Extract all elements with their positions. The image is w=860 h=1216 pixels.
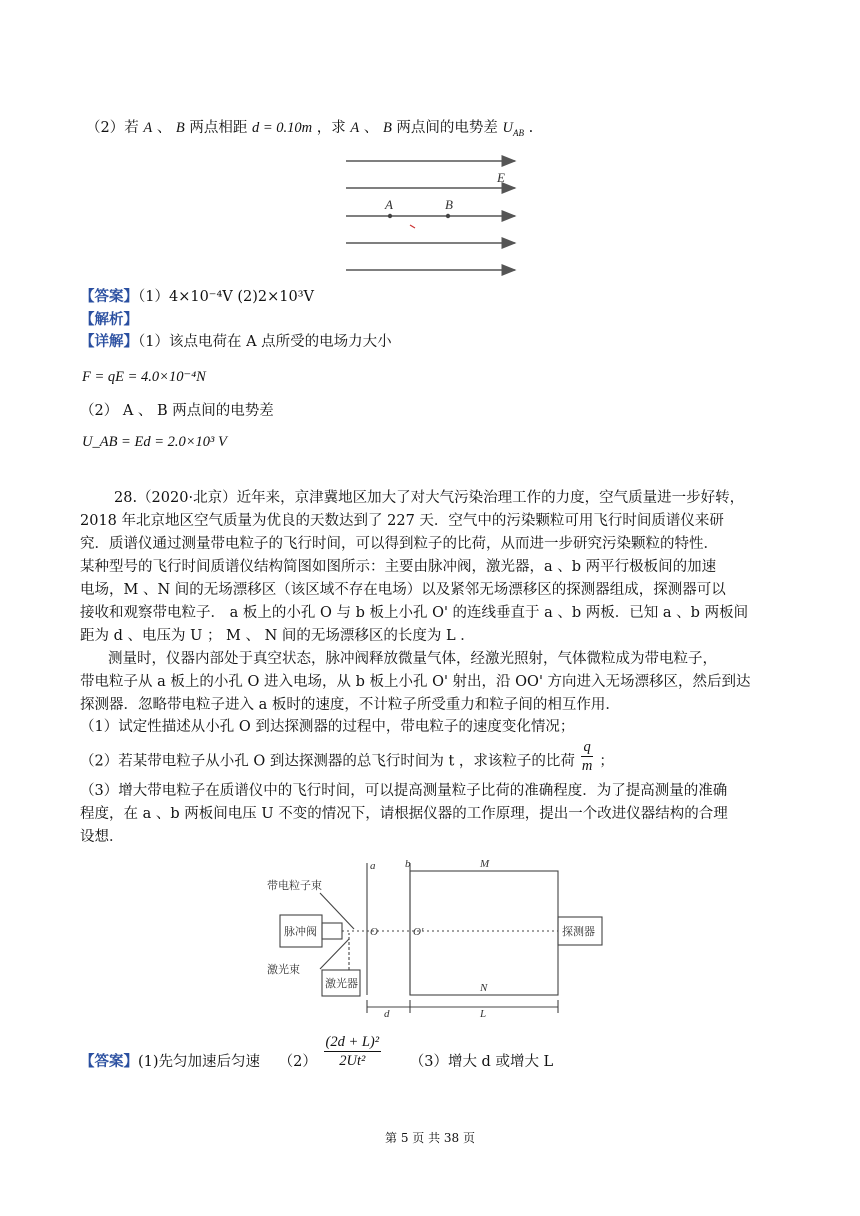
detail-tag: 【详解】 (80, 333, 138, 350)
potential-symbol: U (502, 120, 513, 136)
q2-mid2: ，求 (316, 120, 346, 136)
point-b: B (382, 120, 392, 136)
q28-line: （3）增大带电粒子在质谱仪中的飞行时间，可以提高测量粒子比荷的准确程度．为了提高测量的准确 (80, 783, 728, 799)
q28-line: 带电粒子从 a 板上的小孔 O 进入电场，从 b 板上小孔 O' 射出，沿 OO' 方向进入无场漂移区，然后到达 (80, 674, 751, 690)
page-footer: 第 5 页 共 38 页 (385, 1131, 475, 1145)
q28-line: 程度，在 a 、b 两板间电压 U 不变的情况下，请根据仪器的工作原理，提出一个改进仪器结构的合理 (80, 806, 728, 822)
q28-sub-1: （1）试定性描述从小孔 O 到达探测器的过程中，带电粒子的速度变化情况； (80, 719, 575, 735)
answer-1 (80, 287, 314, 307)
detail-1 (80, 332, 392, 352)
label-laser: 激光器 (325, 978, 358, 990)
answer-text: （1）4×10⁻⁴V (2)2×10³V (138, 289, 314, 305)
answer-part-1: (1)先匀加速后匀速 (138, 1054, 261, 1070)
answer-part-3: （3）增大 d 或增大 L (409, 1054, 554, 1070)
red-mark (410, 225, 415, 228)
sep: 、 (156, 120, 172, 136)
ratio-denominator: m (581, 758, 593, 774)
ratio-end: ； (599, 753, 614, 770)
answer-fraction (324, 1033, 382, 1070)
valve-nozzle (322, 923, 342, 939)
distance-eq: d = 0.10m (252, 120, 313, 136)
charge-ratio (581, 738, 592, 775)
drift-region (410, 871, 558, 995)
label-plate-a: a (370, 860, 376, 872)
pointer-laser-beam (320, 939, 349, 969)
field-lines-figure (340, 150, 525, 280)
q28-line: 2018 年北京地区空气质量为优良的天数达到了 227 天．空气中的污染颗粒可用飞行时间质谱仪来研 (80, 513, 724, 529)
label-detector: 探测器 (562, 926, 595, 938)
label-b: B (445, 197, 453, 212)
q28-sub-2-text: （2）若某带电粒子从小孔 O 到达探测器的总飞行时间为 t ，求该粒子的比荷 (80, 753, 575, 770)
question-2-line (86, 118, 533, 143)
q2-mid: 两点相距 (189, 120, 248, 136)
answer-2 (80, 1033, 554, 1072)
label-beam: 带电粒子束 (267, 880, 322, 892)
label-l: L (480, 1008, 487, 1020)
detail-text: （1）该点电荷在 A 点所受的电场力大小 (138, 334, 392, 350)
q28-line: 探测器．忽略带电粒子进入 a 板时的速度，不计粒子所受重力和粒子间的相互作用． (80, 697, 620, 713)
label-o-prime: O' (413, 926, 424, 938)
point-a: A (350, 120, 360, 136)
analysis-1 (80, 310, 138, 330)
label-n: N (480, 982, 488, 994)
fraction-numerator: (2d + L)² (325, 1033, 380, 1050)
potential-subscript: AB (513, 127, 524, 138)
point-a-dot (388, 214, 392, 218)
label-m: M (480, 858, 490, 870)
point-a: A (143, 120, 153, 136)
spectrometer-figure (250, 855, 610, 1020)
equation-potential: U_AB = Ed = 2.0×10³ V (82, 434, 227, 450)
label-a: A (385, 197, 393, 212)
q28-line: 28.（2020·北京）近年来，京津冀地区加大了对大气污染治理工作的力度，空气质量进一步好转， (114, 490, 745, 506)
label-plate-b: b (405, 858, 411, 870)
equation-force: F = qE = 4.0×10⁻⁴N (82, 369, 206, 385)
answer-part-2-prefix: （2） (278, 1054, 317, 1070)
q28-sub-2 (80, 739, 614, 775)
q28-line: 接收和观察带电粒子． a 板上的小孔 O 与 b 板上小孔 O' 的连线垂直于 a 、b 两板．已知 a 、b 两板间 (80, 605, 749, 621)
detail-line-2: （2） A 、 B 两点间的电势差 (80, 403, 274, 419)
q28-line: 某种型号的飞行时间质谱仪结构简图如图所示：主要由脉冲阀，激光器，a 、b 两平行极板间的加速 (80, 559, 717, 575)
answer-tag: 【答案】 (80, 1053, 138, 1070)
label-o: O (370, 926, 378, 938)
q28-line: 电场，M 、N 间的无场漂移区（该区域不存在电场）以及紧邻无场漂移区的探测器组成，探测器可以 (80, 582, 726, 598)
q28-line: 距为 d 、电压为 U ； M 、 N 间的无场漂移区的长度为 L ． (80, 628, 475, 644)
label-d: d (384, 1008, 390, 1020)
q28-line: 测量时，仪器内部处于真空状态，脉冲阀释放微量气体，经激光照射，气体微粒成为带电粒子， (108, 651, 717, 667)
fraction-denominator: 2Ut² (339, 1052, 366, 1069)
pointer-beam (320, 893, 354, 929)
analysis-tag: 【解析】 (80, 311, 138, 328)
q2-prefix: （2）若 (86, 120, 139, 136)
label-valve: 脉冲阀 (284, 926, 317, 938)
label-laser-beam: 激光束 (267, 964, 300, 976)
point-b: B (175, 120, 185, 136)
q2-tail: 两点间的电势差 (396, 120, 498, 136)
answer-tag: 【答案】 (80, 288, 138, 305)
q2-end: . (528, 120, 534, 136)
point-b-dot (446, 214, 450, 218)
q28-line: 究．质谱仪通过测量带电粒子的飞行时间，可以得到粒子的比荷，从而进一步研究污染颗粒的特性． (80, 536, 718, 552)
ratio-numerator: q (583, 739, 591, 755)
label-e: E (497, 170, 505, 185)
q28-line: 设想． (80, 829, 124, 845)
sep: 、 (363, 120, 379, 136)
